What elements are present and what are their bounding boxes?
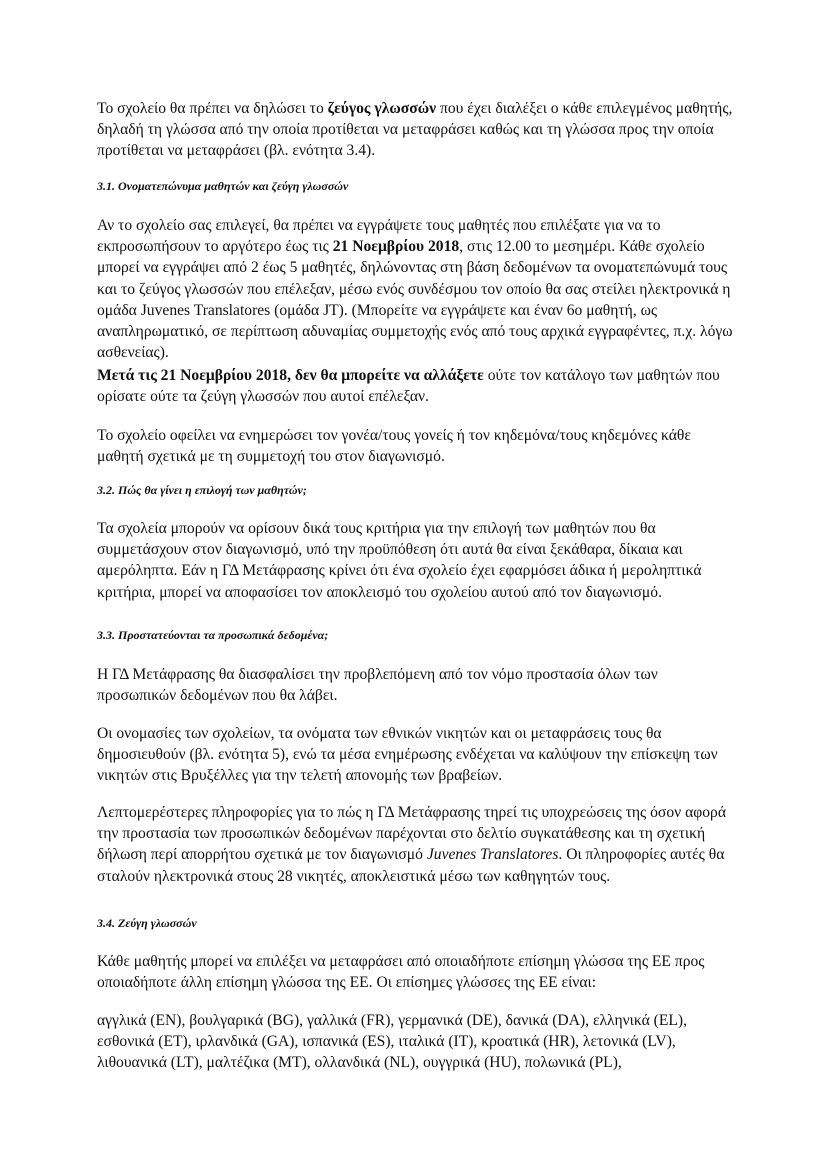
paragraph-language-list: αγγλικά (EN), βουλγαρικά (BG), γαλλικά (FR), γερμανικά (DE), δανικά (DA), ελληνικά (EL), εσθονικά (ET), ιρλανδικά (GA), ισπανικά (ES), ιταλικά (IT), κροατικά (HR), λετονικά (LV), λιθουανικά (LT), μαλτέζικα (MT), ολλανδικά (NL), ουγγρικά (HU), πολωνικά (PL), — [97, 1012, 687, 1072]
italic-text: Juvenes Translatores — [426, 846, 559, 864]
paragraph-parents: Το σχολείο οφείλει να ενημερώσει τον γονέα/τους γονείς ή τον κηδεμόνα/τους κηδεμόνες κάθε μαθητή σχετικά με τη συμμετοχή του στον διαγωνισμό. — [97, 427, 691, 466]
paragraph-publication: Οι ονομασίες των σχολείων, τα ονόματα των εθνικών νικητών και οι μεταφράσεις τους θα δημοσιευθούν (βλ. ενότητα 5), ενώ τα μέσα ενημέρωσης ενδέχεται να καλύψουν την επίσκεψη των νικητών στις Βρυξέλλες για την τελετή απονομής των βραβείων. — [97, 725, 718, 785]
heading-3-2: 3.2. Πώς θα γίνει η επιλογή των μαθητών; — [97, 483, 307, 497]
bold-date: 21 Νοεμβρίου 2018 — [332, 238, 460, 256]
paragraph-language-pair — [97, 98, 737, 162]
text: . Οι πληροφορίες αυτές θα σταλούν ηλεκτρονικά στους 28 νικητές, αποκλειστικά μέσω των καθηγητών τους. — [97, 846, 725, 885]
paragraph-no-changes — [97, 365, 737, 407]
heading-3-1: 3.1. Ονοματεπώνυμα μαθητών και ζεύγη γλωσσών — [97, 179, 349, 193]
text: που έχει διαλέξει ο κάθε επιλεγμένος μαθητής, δηλαδή τη γλώσσα από την οποία προτίθεται να μεταφράσει καθώς και τη γλώσσα προς την οποία προτίθεται να μεταφράσει (βλ. ενότητα 3.4). — [97, 100, 733, 160]
paragraph-language-choice: Κάθε μαθητής μπορεί να επιλέξει να μεταφράσει από οποιαδήποτε επίσημη γλώσσα της ΕΕ προς οποιαδήποτε άλλη επίσημη γλώσσα της ΕΕ. Οι επίσημες γλώσσες της ΕΕ είναι: — [97, 953, 705, 992]
paragraph-selection-criteria: Τα σχολεία μπορούν να ορίσουν δικά τους κριτήρια για την επιλογή των μαθητών που θα συμμετάσχουν στον διαγωνισμό, υπό την προϋπόθεση ότι αυτά θα είναι ξεκάθαρα, δίκαια και αμερόληπτα. Εάν η ΓΔ Μετάφρασης κρίνει ότι ένα σχολείο έχει εφαρμόσει άδικα ή μεροληπτικά κριτήρια, μπορεί να αποφασίσει τον αποκλεισμό του σχολείου αυτού από τον διαγωνισμό. — [97, 520, 702, 601]
heading-3-4: 3.4. Ζεύγη γλωσσών — [97, 916, 197, 930]
text: Λεπτομερέστερες πληροφορίες για το πώς η ΓΔ Μετάφρασης τηρεί τις υποχρεώσεις της όσον αφορά την προστασία των προσωπικών δεδομένων παρέχονται στο δελτίο συγκατάθεσης και τη σχετική δήλωση περί απορρήτου σχετικά με τον διαγωνισμό — [97, 804, 727, 864]
text: Αν το σχολείο σας επιλεγεί, θα πρέπει να εγγράψετε τους μαθητές που επιλέξατε για να το εκπροσωπήσουν το αργότερο έως τις — [97, 217, 661, 256]
paragraph-privacy-details — [97, 802, 737, 887]
text: , στις 12.00 το μεσημέρι. Κάθε σχολείο μπορεί να εγγράψει από 2 έως 5 μαθητές, δηλώνοντας στη βάση δεδομένων τα ονοματεπώνυμά τους και το ζεύγος γλωσσών που επέλεξαν, μέσω ενός συνδέσμου τον οποίο θα σας στείλει ηλεκτρονικά η ομάδα Juvenes Translatores (ομάδα JT). (Μπορείτε να εγγράψετε και έναν 6ο μαθητή, ως αναπληρωματικό, σε περίπτωση αδυναμίας συμμετοχής ενός από τους αρχικά εγγραφέντες, π.χ. λόγω ασθενείας). — [97, 238, 733, 362]
bold-text: ζεύγος γλωσσών — [327, 100, 437, 117]
paragraph-registration — [97, 215, 737, 363]
text: Το σχολείο θα πρέπει να δηλώσει το — [97, 100, 328, 117]
heading-3-3: 3.3. Προστατεύονται τα προσωπικά δεδομένα; — [97, 628, 329, 642]
bold-text: Μετά τις 21 Νοεμβρίου 2018, δεν θα μπορείτε να αλλάξετε — [97, 367, 484, 384]
text: ούτε τον κατάλογο των μαθητών που ορίσατε ούτε τα ζεύγη γλωσσών που αυτοί επέλεξαν. — [97, 367, 720, 406]
paragraph-data-protection: Η ΓΔ Μετάφρασης θα διασφαλίσει την προβλεπόμενη από τον νόμο προστασία όλων των προσωπικών δεδομένων που θα λάβει. — [97, 666, 658, 705]
